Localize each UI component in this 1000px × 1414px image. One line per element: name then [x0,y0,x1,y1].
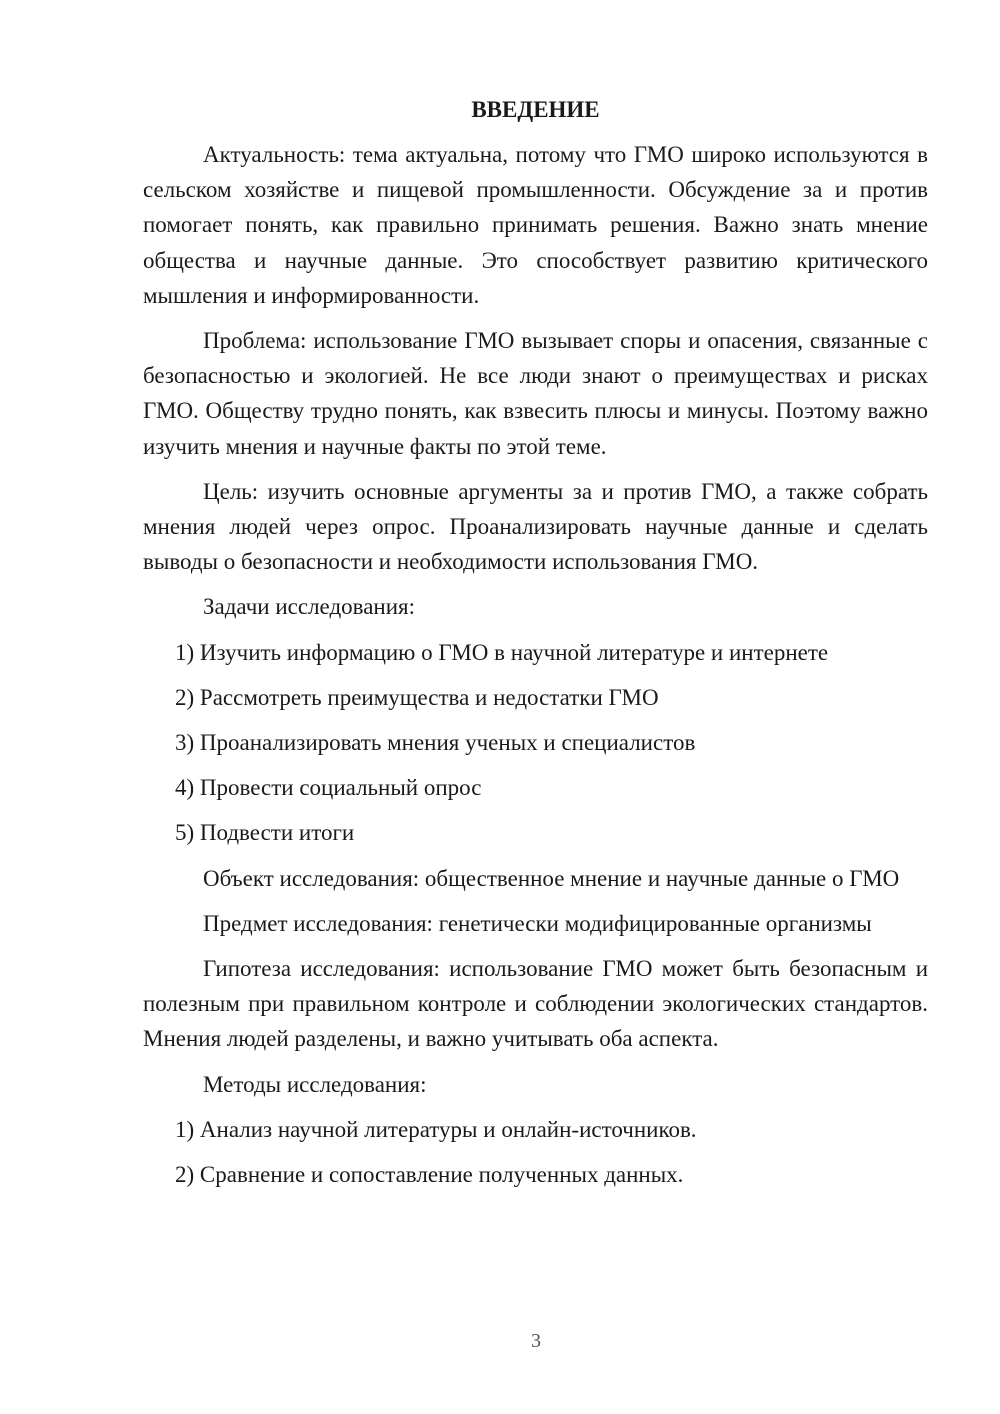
methods-label: Методы исследования: [203,1071,427,1097]
method-item: 1) Анализ научной литературы и онлайн-источников. [175,1116,697,1142]
method-item: 2) Сравнение и сопоставление полученных данных. [175,1162,684,1188]
problem-paragraph: Проблема: использование ГМО вызывает споры и опасения, связанные с безопасностью и экологией. Не все люди знают о преимуществах и рисках ГМО. Обществу трудно понять, как взвесить плюсы и минусы. Поэтому важно изучить мнения и научные факты по этой теме. [143,328,928,459]
tasks-label: Задачи исследования: [203,594,416,620]
goal-paragraph: Цель: изучить основные аргументы за и против ГМО, а также собрать мнения людей через опрос. Проанализировать научные данные и сделать выводы о безопасности и необходимости использования ГМО. [143,478,928,575]
section-title: ВВЕДЕНИЕ [471,97,600,122]
task-item: 5) Подвести итоги [175,820,355,846]
hypothesis-paragraph: Гипотеза исследования: использование ГМО может быть безопасным и полезным при правильном контроле и соблюдении экологических стандартов. Мнения людей разделены, и важно учитывать оба аспекта. [143,956,928,1052]
task-item: 1) Изучить информацию о ГМО в научной литературе и интернете [175,639,829,665]
page-number: 3 [531,1330,541,1352]
task-item: 4) Провести социальный опрос [175,775,482,801]
task-item: 2) Рассмотреть преимущества и недостатки ГМО [175,684,659,710]
relevance-paragraph: Актуальность: тема актуальна, потому что ГМО широко используются в сельском хозяйстве и пищевой промышленности. Обсуждение за и против помогает понять, как правильно принимать решения. Важно знать мнение общества и научные данные. Это способствует развитию критического мышления и информированности. [143,142,928,308]
task-item: 3) Проанализировать мнения ученых и специалистов [175,730,696,756]
subject-paragraph: Предмет исследования: генетически модифицированные организмы [203,910,872,936]
page-content [143,92,928,1202]
object-paragraph: Объект исследования: общественное мнение и научные данные о ГМО [203,865,900,891]
